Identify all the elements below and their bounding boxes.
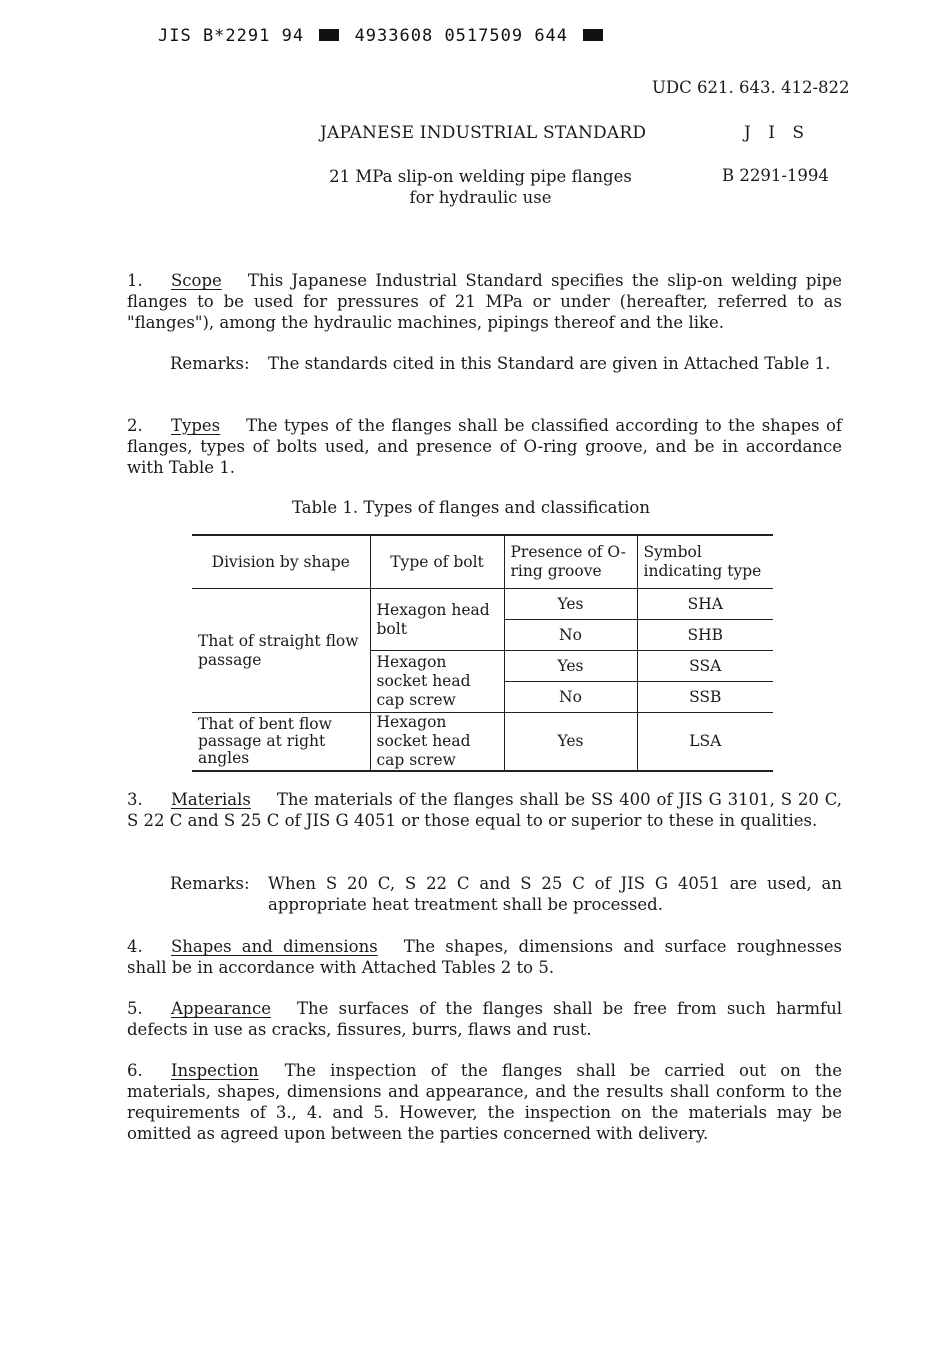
section-materials (127, 789, 842, 831)
scope-remarks (170, 353, 842, 374)
section-number: 2. (127, 416, 143, 435)
section-number: 1. (127, 271, 143, 290)
section-shapes (127, 936, 842, 978)
section-text: The types of the flanges shall be classified according to the shapes of flanges, types of bolts used, and presence of O-ring groove, and be in accordance with Table 1. (127, 416, 842, 477)
materials-remarks (170, 873, 842, 915)
cell-bolt-hex-socket: Hexagon socket head cap screw (370, 651, 504, 713)
table-caption: Table 1. Types of flanges and classification (292, 498, 650, 517)
table-row (192, 589, 773, 620)
section-scope (127, 270, 842, 333)
section-title: Types (171, 416, 221, 435)
black-square-mark (583, 29, 603, 41)
section-title: Materials (171, 790, 251, 809)
remarks-text: The standards cited in this Standard are given in Attached Table 1. (268, 354, 831, 373)
section-text: The shapes, dimensions and surface roughnesses shall be in accordance with Attached Tables 2 to 5. (127, 937, 842, 977)
section-types (127, 415, 842, 478)
subtitle-line-2: for hydraulic use (409, 188, 552, 207)
cell-symbol: LSA (637, 713, 773, 772)
section-number: 6. (127, 1061, 143, 1080)
udc-code: UDC 621. 643. 412-822 (652, 78, 850, 97)
section-title: Appearance (171, 999, 271, 1018)
cell-symbol: SHA (637, 589, 773, 620)
cell-division-straight: That of straight flow passage (192, 589, 370, 713)
cell-symbol: SSA (637, 651, 773, 682)
standard-number: B 2291-1994 (722, 166, 829, 185)
remarks-label: Remarks: (170, 354, 250, 373)
section-inspection (127, 1060, 842, 1144)
section-number: 4. (127, 937, 143, 956)
cell-bolt-hex-socket: Hexagon socket head cap screw (370, 713, 504, 772)
header-symbol: Symbol indicating type (637, 535, 773, 589)
cell-division-bent: That of bent flow passage at right angles (192, 713, 370, 772)
section-text: This Japanese Industrial Standard specifies the slip-on welding pipe flanges to be used for pressures of 21 MPa or under (hereafter, referred to as "flanges"), among the hydraulic machines, pipings thereof and the like. (127, 271, 842, 332)
subtitle-line-1: 21 MPa slip-on welding pipe flanges (329, 167, 632, 186)
cell-oring: Yes (504, 589, 637, 620)
document-subtitle (318, 166, 643, 208)
cell-bolt-hex-head: Hexagon head bolt (370, 589, 504, 651)
section-text: The inspection of the flanges shall be carried out on the materials, shapes, dimensions and appearance, and the results shall conform to the requirements of 3., 4. and 5. However, the inspection on the materials may be omitted as agreed upon between the parties concerned with delivery. (127, 1061, 842, 1143)
remarks-text: When S 20 C, S 22 C and S 25 C of JIS G 4051 are used, an appropriate heat treatment shall be processed. (268, 874, 842, 914)
cell-symbol: SHB (637, 620, 773, 651)
section-text: The surfaces of the flanges shall be free from such harmful defects in use as cracks, fissures, burrs, flaws and rust. (127, 999, 842, 1039)
cell-oring: No (504, 620, 637, 651)
table-header-row (192, 535, 773, 589)
jis-mark: J I S (744, 123, 810, 143)
types-table (192, 534, 773, 772)
header-bolt: Type of bolt (370, 535, 504, 589)
section-text: The materials of the flanges shall be SS 400 of JIS G 3101, S 20 C, S 22 C and S 25 C of JIS G 4051 or those equal to or superior to these in qualities. (127, 790, 842, 830)
cell-oring: Yes (504, 651, 637, 682)
section-title: Inspection (171, 1061, 259, 1080)
black-square-mark (319, 29, 339, 41)
header-code-part1: JIS B*2291 94 (158, 26, 305, 46)
remarks-label: Remarks: (170, 874, 250, 893)
cell-symbol: SSB (637, 682, 773, 713)
header-code-part2: 4933608 0517509 644 (354, 26, 569, 46)
section-number: 3. (127, 790, 143, 809)
cell-oring: Yes (504, 713, 637, 772)
table-row (192, 713, 773, 772)
section-number: 5. (127, 999, 143, 1018)
cell-oring: No (504, 682, 637, 713)
standard-title: JAPANESE INDUSTRIAL STANDARD (320, 123, 647, 143)
section-title: Scope (171, 271, 222, 290)
header-division: Division by shape (192, 535, 370, 589)
section-title: Shapes and dimensions (171, 937, 378, 956)
document-header-code (158, 26, 607, 46)
header-oring: Presence of O-ring groove (504, 535, 637, 589)
section-appearance (127, 998, 842, 1040)
